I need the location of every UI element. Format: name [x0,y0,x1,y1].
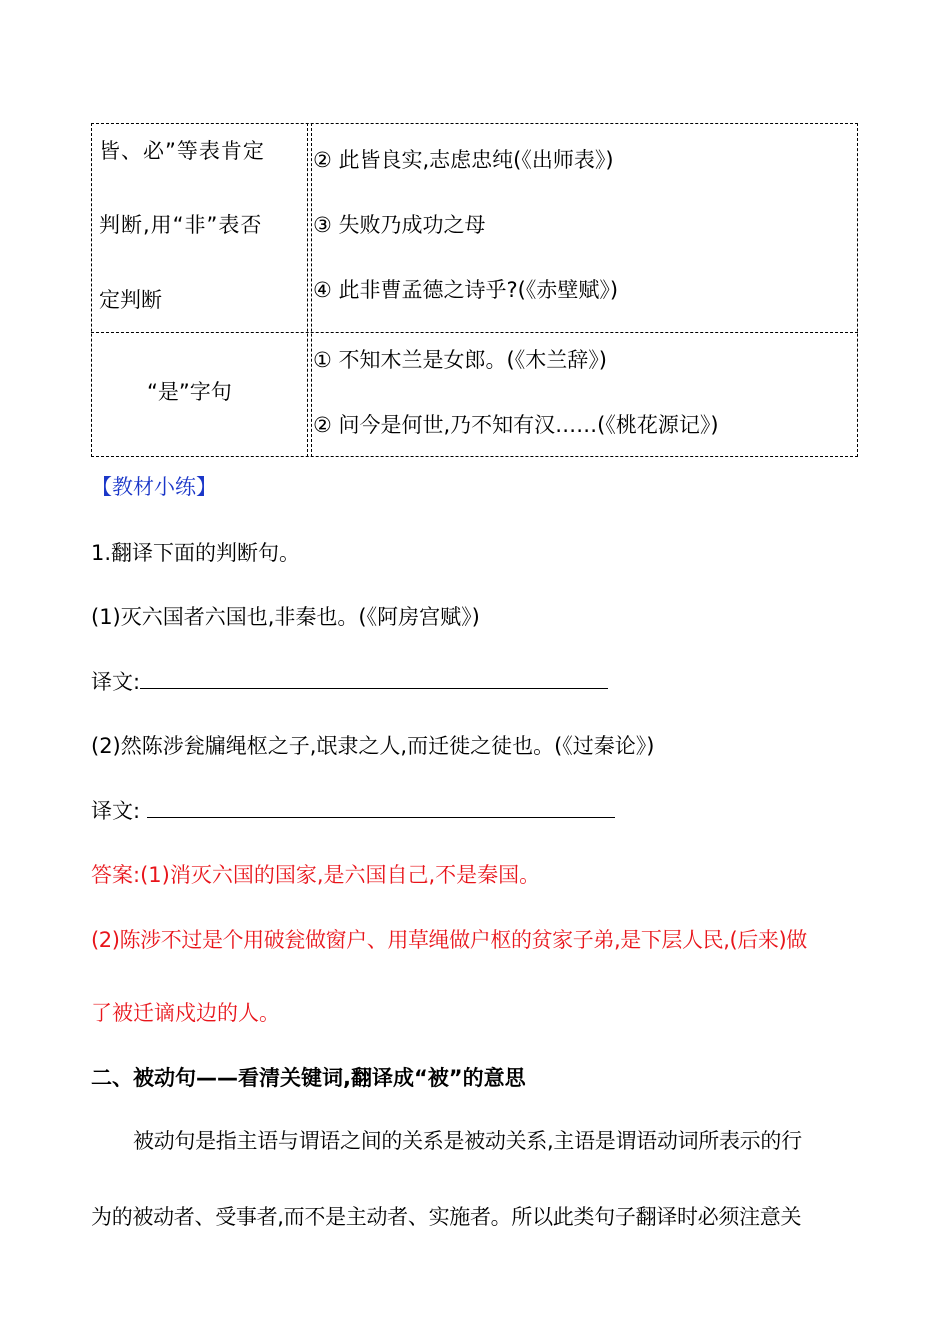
section-label: 【教材小练】 [91,475,217,499]
table-row1-right-line3: ④ 此非曹孟德之诗乎?(《赤壁赋》) [313,278,619,302]
table-row1-left-line1: 皆、必”等表肯定 [99,139,265,163]
table-column-divider-inner [311,123,312,457]
table-row1-left-line3: 定判断 [99,288,162,312]
paragraph-line-2: 为的被动者、受事者,而不是主动者、实施者。所以此类句子翻译时必须注意关 [91,1205,802,1229]
table-row1-right-line2: ③ 失败乃成功之母 [313,213,486,237]
table-row1-left-line2: 判断,用“非”表否 [99,213,263,237]
exercise-question-2: (2)然陈涉瓮牖绳枢之子,氓隶之人,而迁徙之徒也。(《过秦论》) [91,734,655,758]
answer-blank-1[interactable] [140,668,608,689]
exercise-question-1: (1)灭六国者六国也,非秦也。(《阿房宫赋》) [91,605,480,629]
judgment-sentence-table [91,123,858,457]
exercise-answer-line-1 [91,668,608,695]
section-heading-passive: 二、被动句——看清关键词,翻译成“被”的意思 [91,1066,526,1090]
paragraph-line-1: 被动句是指主语与谓语之间的关系是被动关系,主语是谓语动词所表示的行 [133,1129,802,1153]
answer-line-1: 答案:(1)消灭六国的国家,是六国自己,不是秦国。 [91,863,541,887]
answer-blank-2[interactable] [147,797,615,818]
table-row-divider [91,332,858,333]
table-row2-right-line2: ② 问今是何世,乃不知有汉……(《桃花源记》) [313,413,719,437]
table-column-divider [307,123,308,457]
exercise-answer-line-2 [91,797,615,824]
translation-label-2: 译文: [91,799,147,823]
answer-line-3: 了被迁谪戍边的人。 [91,1001,280,1025]
exercise-title: 1.翻译下面的判断句。 [91,541,301,565]
translation-label-1: 译文: [91,670,141,694]
answer-line-2: (2)陈涉不过是个用破瓮做窗户、用草绳做户枢的贫家子弟,是下层人民,(后来)做 [91,928,807,952]
table-row1-right-line1: ② 此皆良实,志虑忠纯(《出师表》) [313,148,614,172]
table-row2-left: “是”字句 [147,380,232,404]
table-row2-right-line1: ① 不知木兰是女郎。(《木兰辞》) [313,348,607,372]
